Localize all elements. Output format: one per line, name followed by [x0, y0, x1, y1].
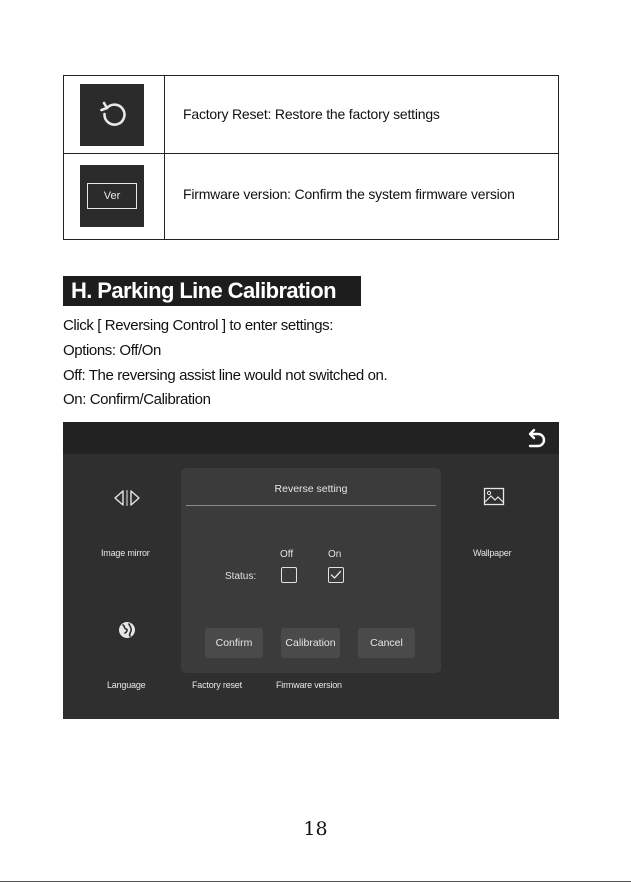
dialog-title: Reverse setting	[274, 483, 348, 495]
footer-rule	[0, 881, 631, 882]
wallpaper-label[interactable]: Wallpaper	[473, 548, 512, 558]
firmware-version-description: Firmware version: Confirm the system firmware version	[183, 186, 515, 202]
instruction-line-2: Options: Off/On	[63, 342, 161, 359]
version-icon	[80, 165, 144, 227]
feature-table	[63, 75, 559, 240]
on-label: On	[328, 549, 342, 560]
page-number: 18	[303, 818, 328, 840]
cancel-button[interactable]: Cancel	[358, 628, 415, 658]
language-label[interactable]: Language	[107, 680, 146, 690]
checkmark-icon	[329, 568, 343, 582]
wallpaper-icon[interactable]	[483, 487, 505, 507]
section-heading: H. Parking Line Calibration	[63, 276, 361, 306]
globe-icon[interactable]	[117, 620, 137, 640]
instruction-line-1: Click [ Reversing Control ] to enter settings:	[63, 317, 334, 334]
off-checkbox[interactable]	[281, 567, 297, 583]
calibration-button[interactable]: Calibration	[281, 628, 340, 658]
back-icon[interactable]	[523, 426, 549, 452]
off-label: Off	[280, 549, 294, 560]
status-label: Status:	[225, 571, 257, 582]
image-mirror-icon[interactable]	[112, 488, 142, 508]
top-bar	[63, 422, 559, 454]
factory-reset-description: Factory Reset: Restore the factory settings	[183, 106, 440, 122]
instruction-line-3: Off: The reversing assist line would not switched on.	[63, 367, 388, 384]
image-mirror-label[interactable]: Image mirror	[101, 548, 150, 558]
dialog-divider	[186, 505, 436, 506]
on-checkbox[interactable]	[328, 567, 344, 583]
feature-row-firmware-version	[63, 154, 559, 239]
reverse-setting-dialog	[181, 468, 441, 673]
firmware-version-label[interactable]: Firmware version	[276, 680, 342, 690]
reset-arrow-icon	[80, 84, 144, 146]
confirm-button[interactable]: Confirm	[205, 628, 263, 658]
factory-reset-label[interactable]: Factory reset	[192, 680, 242, 690]
version-icon-text: Ver	[87, 183, 137, 209]
device-screen	[63, 422, 559, 719]
feature-row-factory-reset	[63, 76, 559, 154]
instruction-line-4: On: Confirm/Calibration	[63, 391, 211, 408]
